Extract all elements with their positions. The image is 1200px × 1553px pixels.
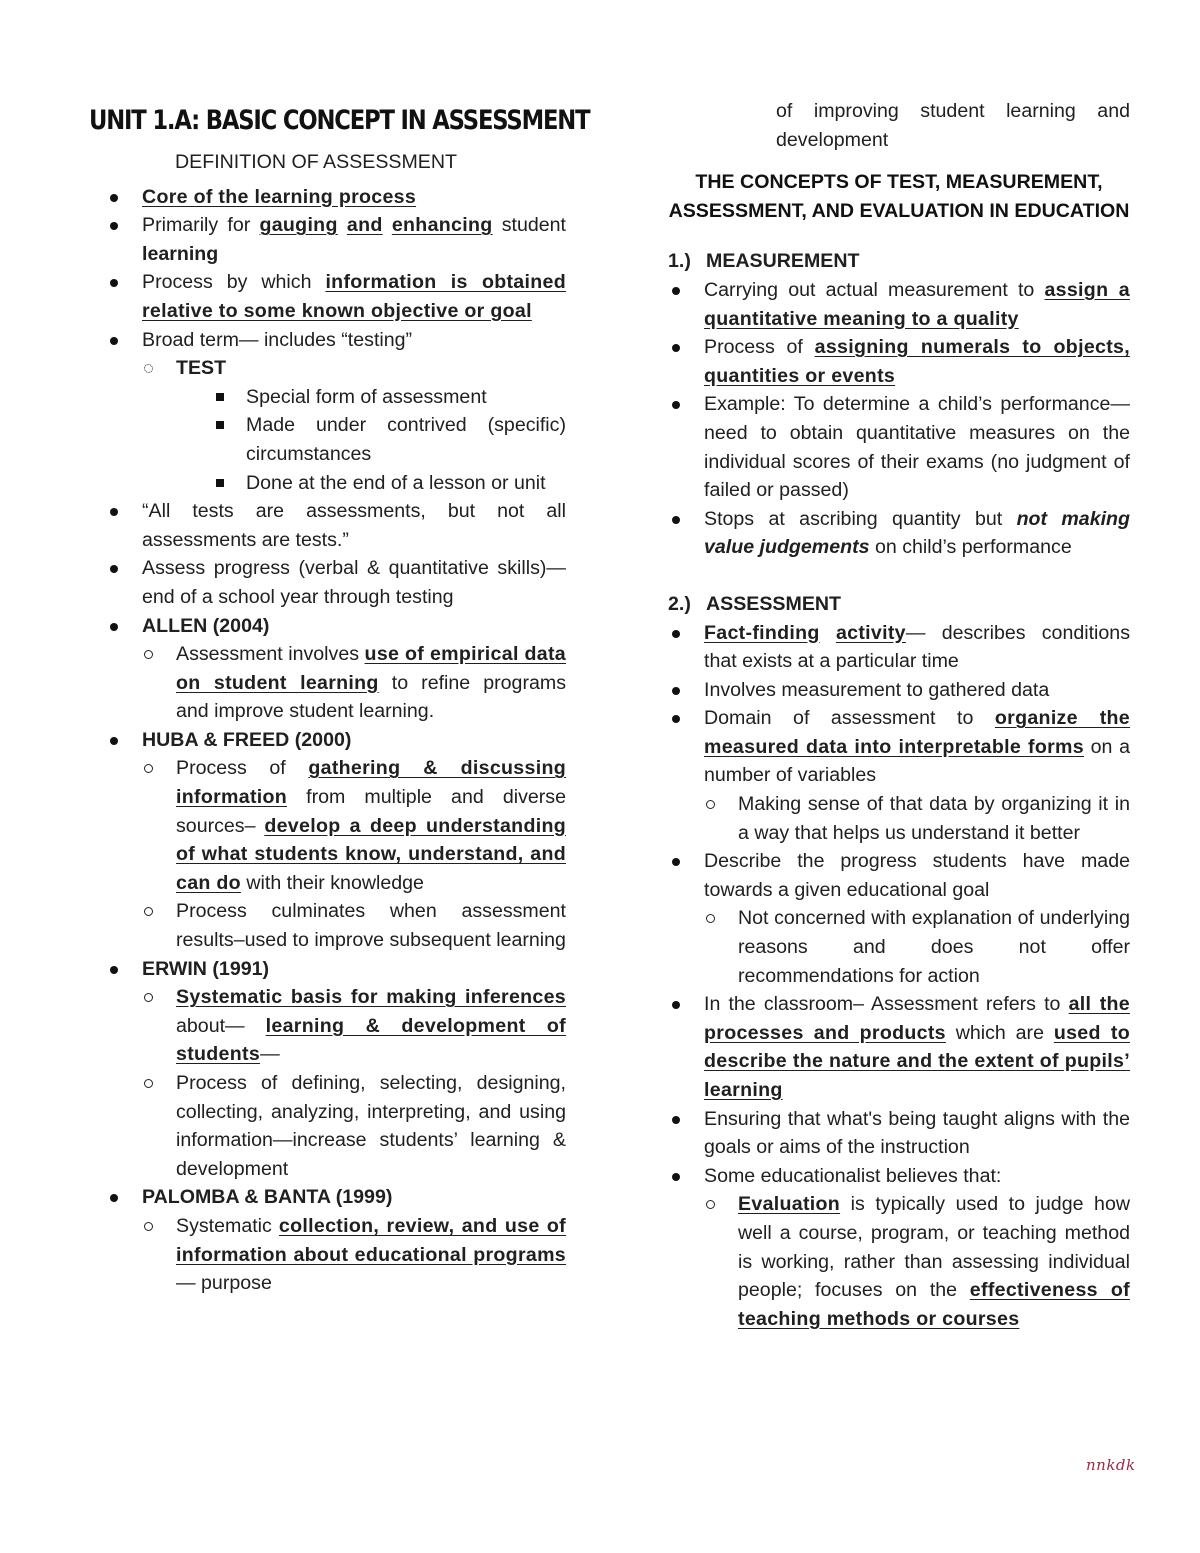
sublist — [668, 1190, 1130, 1333]
list-item: Systematic collection, review, and use of information about educational programs— purpose — [106, 1212, 566, 1298]
circle-bullet-icon — [144, 993, 153, 1002]
circle-bullet-icon — [706, 1200, 715, 1209]
left-column — [89, 96, 590, 1298]
allen-sublist — [106, 640, 566, 726]
circle-bullet-icon — [144, 1222, 153, 1231]
bullet-icon — [672, 1116, 680, 1124]
list-item: Describe the progress students have made towards a given educational goal Not concerned with explanation of underlying reasons and does not offer recommendations for action — [668, 847, 1130, 990]
list-item: Assessment involves use of empirical data on student learning to refine programs and improve student learning. — [106, 640, 566, 726]
list-item: Process of assigning numerals to objects, quantities or events — [668, 333, 1130, 390]
list-item: Primarily for gauging and enhancing student learning — [106, 211, 566, 268]
list-item: “All tests are assessments, but not all assessments are tests.” — [106, 497, 566, 554]
list-item: Ensuring that what's being taught aligns with the goals or aims of the instruction — [668, 1105, 1130, 1162]
right-column — [668, 97, 1130, 1333]
author-signature: nnkdk — [1086, 1456, 1136, 1474]
list-item: Not concerned with explanation of underlying reasons and does not offer recommendations for action — [668, 904, 1130, 990]
bullet-icon — [672, 516, 680, 524]
bullet-icon — [110, 623, 118, 631]
bullet-icon — [110, 194, 118, 202]
test-items — [106, 383, 566, 497]
measurement-heading: 1.) MEASUREMENT — [668, 250, 860, 273]
list-item: Made under contrived (specific) circumstances — [106, 411, 566, 468]
bullet-icon — [110, 508, 118, 516]
bullet-icon — [110, 966, 118, 974]
bullet-icon — [672, 687, 680, 695]
bullet-icon — [110, 337, 118, 345]
dotted-circle-bullet-icon — [144, 364, 153, 373]
bullet-icon — [672, 858, 680, 866]
list-item: Stops at ascribing quantity but not making value judgements on child’s performance — [668, 505, 1130, 562]
bullet-icon — [672, 401, 680, 409]
palomba-label: PALOMBA & BANTA (1999) — [142, 1186, 393, 1209]
bullet-icon — [110, 222, 118, 230]
list-item: Process culminates when assessment results–used to improve subsequent learning — [106, 897, 566, 954]
bullet-icon — [110, 565, 118, 573]
list-item — [106, 955, 566, 1184]
measurement-list — [668, 276, 1130, 562]
list-item: Broad term— includes “testing” TEST Special form of assessment Made under contrived (specific) circumstances Done at the end of a lesson or unit — [106, 326, 566, 498]
bullet-icon — [110, 1194, 118, 1202]
list-item: Some educationalist believes that: Evaluation is typically used to judge how well a course, program, or teaching method is working, rather than assessing individual people; focuses on the effectiveness of teaching methods or courses — [668, 1162, 1130, 1334]
list-item — [106, 354, 566, 497]
sublist — [668, 904, 1130, 990]
circle-bullet-icon — [706, 914, 715, 923]
circle-bullet-icon — [144, 650, 153, 659]
bullet-icon — [110, 737, 118, 745]
erwin-sublist — [106, 983, 566, 1183]
list-item: Core of the learning process — [106, 183, 566, 212]
page-title: UNIT 1.A: BASIC CONCEPT IN ASSESSMENT — [89, 105, 590, 136]
erwin-label: ERWIN (1991) — [142, 957, 270, 980]
concepts-heading: THE CONCEPTS OF TEST, MEASUREMENT, ASSESSMENT, AND EVALUATION IN EDUCATION — [668, 171, 1130, 222]
bullet-icon — [672, 715, 680, 723]
square-bullet-icon — [216, 479, 224, 487]
list-item: Done at the end of a lesson or unit — [106, 469, 566, 498]
circle-bullet-icon — [144, 1079, 153, 1088]
bullet-icon — [672, 344, 680, 352]
assessment-list — [668, 619, 1130, 1334]
bullet-icon — [110, 279, 118, 287]
list-item: Process of gathering & discussing information from multiple and diverse sources– develop a deep understanding of what students know, understand, and can do with their knowledge — [106, 754, 566, 897]
assessment-heading: 2.) ASSESSMENT — [668, 592, 842, 615]
list-item: Carrying out actual measurement to assign a quantitative meaning to a quality — [668, 276, 1130, 333]
allen-label: ALLEN (2004) — [142, 614, 270, 637]
list-item — [106, 612, 566, 726]
list-item — [106, 726, 566, 955]
bullet-icon — [672, 1001, 680, 1009]
palomba-sublist — [106, 1212, 566, 1298]
list-item: Systematic basis for making inferences about— learning & development of students— — [106, 983, 566, 1069]
list-item — [106, 1183, 566, 1297]
circle-bullet-icon — [706, 800, 715, 809]
list-item: In the classroom– Assessment refers to all the processes and products which are used to describe the nature and the extent of pupils’ learning — [668, 990, 1130, 1104]
test-sublist — [106, 354, 566, 497]
list-item: Special form of assessment — [106, 383, 566, 412]
square-bullet-icon — [216, 421, 224, 429]
list-item: Domain of assessment to organize the measured data into interpretable forms on a number of variables Making sense of that data by organizing it in a way that helps us understand it better — [668, 704, 1130, 847]
square-bullet-icon — [216, 393, 224, 401]
list-item: Assess progress (verbal & quantitative skills)—end of a school year through testing — [106, 554, 566, 611]
list-item: Evaluation is typically used to judge how well a course, program, or teaching method is working, rather than assessing individual people; focuses on the effectiveness of teaching methods or courses — [668, 1190, 1130, 1333]
definition-list — [106, 183, 566, 1298]
list-item: Involves measurement to gathered data — [668, 676, 1130, 705]
list-item: Example: To determine a child’s performance— need to obtain quantitative measures on the individual scores of their exams (no judgment of failed or passed) — [668, 390, 1130, 504]
sublist — [668, 790, 1130, 847]
bullet-icon — [672, 287, 680, 295]
list-item: Process by which information is obtained relative to some known objective or goal — [106, 268, 566, 325]
bullet-icon — [672, 630, 680, 638]
list-item: Process of defining, selecting, designing, collecting, analyzing, interpreting, and using information—increase students’ learning & development — [106, 1069, 566, 1183]
definition-heading: DEFINITION OF ASSESSMENT — [175, 151, 457, 173]
huba-sublist — [106, 754, 566, 954]
test-label: TEST — [176, 357, 227, 380]
continuation-text: of improving student learning and development — [776, 100, 1130, 151]
list-item: Making sense of that data by organizing it in a way that helps us understand it better — [668, 790, 1130, 847]
circle-bullet-icon — [144, 764, 153, 773]
list-item: Fact-finding activity— describes conditions that exists at a particular time — [668, 619, 1130, 676]
circle-bullet-icon — [144, 907, 153, 916]
huba-label: HUBA & FREED (2000) — [142, 728, 352, 751]
bullet-icon — [672, 1173, 680, 1181]
